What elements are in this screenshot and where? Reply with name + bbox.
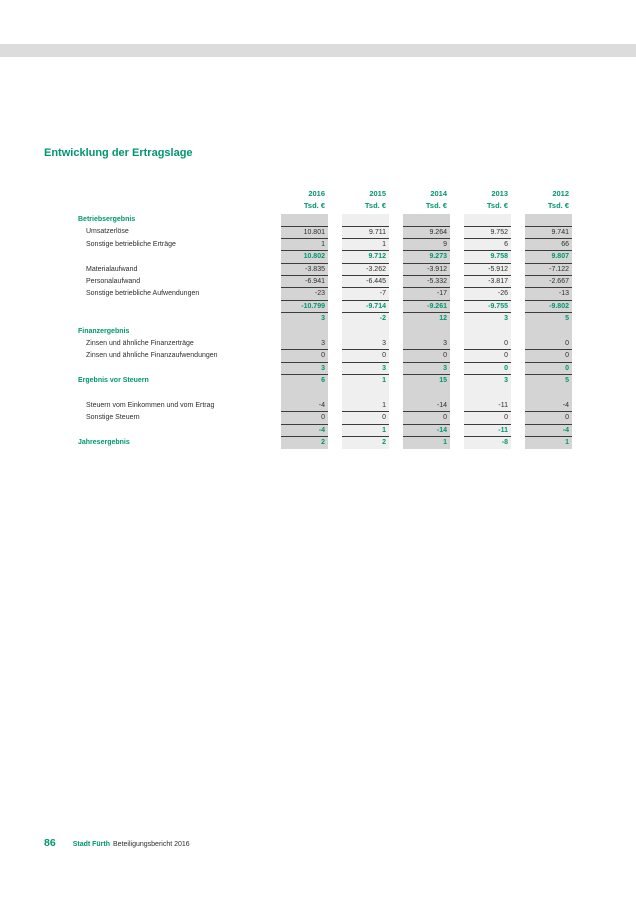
value-cell-2013: 3 (464, 313, 511, 325)
value-cell-2013: -5.912 (464, 264, 511, 276)
column-year-label: 2014 (430, 189, 447, 198)
column-header-2012 (525, 188, 572, 212)
table-header (78, 188, 572, 212)
row-label: Steuern vom Einkommen und vom Ertrag (86, 401, 215, 409)
value-cell-2012: 0 (525, 338, 572, 350)
value-cell-2014: -9.261 (403, 301, 450, 313)
row-label: Finanzergebnis (78, 327, 130, 335)
value-cell-2015: 1 (342, 400, 389, 412)
value-cell-2013: -8 (464, 437, 511, 449)
row-label: Umsatzerlöse (86, 228, 129, 236)
table-row (78, 313, 572, 325)
value-cell-2015: 1 (342, 239, 389, 251)
table-row (78, 239, 572, 251)
value-cell-2016: 6 (281, 375, 328, 387)
value-cell-2016: 3 (281, 363, 328, 375)
value-cell-2016: -23 (281, 288, 328, 300)
column-header-2013 (464, 188, 511, 212)
value-cell-2012: 0 (525, 363, 572, 375)
value-cell-2014: -5.332 (403, 276, 450, 288)
value-cell-2015: 9.712 (342, 251, 389, 263)
value-cell-2014: -17 (403, 288, 450, 300)
row-label: Betriebsergebnis (78, 216, 136, 223)
value-cell-2014 (403, 326, 450, 338)
value-cell-2014: -3.912 (403, 264, 450, 276)
table-body (78, 214, 572, 449)
value-cell-2012: -2.667 (525, 276, 572, 288)
value-cell-2013: 9.752 (464, 226, 511, 238)
value-cell-2012: -9.802 (525, 301, 572, 313)
value-cell-2013: 0 (464, 363, 511, 375)
value-cell-2015: 9.711 (342, 226, 389, 238)
value-cell-2012: 0 (525, 412, 572, 424)
value-cell-2016: 3 (281, 313, 328, 325)
column-unit-label: Tsd. € (303, 201, 325, 210)
column-header-2014 (403, 188, 450, 212)
table-row (78, 326, 572, 338)
column-unit-label: Tsd. € (547, 201, 569, 210)
value-cell-2016: 1 (281, 239, 328, 251)
top-decoration-bar (0, 44, 636, 57)
value-cell-2013: -3.817 (464, 276, 511, 288)
value-cell-2016: -10.799 (281, 301, 328, 313)
value-cell-2013: -11 (464, 425, 511, 437)
value-cell-2015: -9.714 (342, 301, 389, 313)
row-label (78, 301, 267, 313)
value-cell-2014: 15 (403, 375, 450, 387)
value-cell-2012 (525, 214, 572, 226)
column-year-label: 2016 (308, 189, 325, 198)
footer-brand: Stadt Fürth (72, 841, 111, 848)
value-cell-2012: 1 (525, 437, 572, 449)
column-year-label: 2013 (491, 189, 508, 198)
value-cell-2015 (342, 214, 389, 226)
value-cell-2015: -3.262 (342, 264, 389, 276)
row-label: Zinsen und ähnliche Finanzaufwendungen (86, 352, 218, 360)
table-row (78, 251, 572, 263)
table-row (78, 350, 572, 362)
table-row (78, 363, 572, 375)
value-cell-2015: 2 (342, 437, 389, 449)
value-cell-2014: 3 (403, 338, 450, 350)
value-cell-2012: -4 (525, 400, 572, 412)
value-cell-2012: 0 (525, 350, 572, 362)
value-cell-2013 (464, 214, 511, 226)
value-cell-2012: 9.741 (525, 226, 572, 238)
value-cell-2014: 12 (403, 313, 450, 325)
table-row (78, 264, 572, 276)
value-cell-2015: -7 (342, 288, 389, 300)
value-cell-2016: -3.835 (281, 264, 328, 276)
column-unit-label: Tsd. € (486, 201, 508, 210)
value-cell-2013: -9.755 (464, 301, 511, 313)
table-row (78, 387, 572, 399)
value-cell-2012: -4 (525, 425, 572, 437)
table-row (78, 338, 572, 350)
value-cell-2014: 9.264 (403, 226, 450, 238)
value-cell-2016 (281, 326, 328, 338)
value-cell-2016: -4 (281, 400, 328, 412)
value-cell-2013 (464, 387, 511, 399)
value-cell-2015: -6.445 (342, 276, 389, 288)
value-cell-2013: -11 (464, 400, 511, 412)
value-cell-2012: -13 (525, 288, 572, 300)
value-cell-2016: 10.801 (281, 226, 328, 238)
page-footer (44, 837, 190, 849)
table-row (78, 400, 572, 412)
value-cell-2014: -14 (403, 425, 450, 437)
value-cell-2016: 0 (281, 350, 328, 362)
table-row (78, 226, 572, 238)
column-unit-label: Tsd. € (364, 201, 386, 210)
value-cell-2014: 9 (403, 239, 450, 251)
row-label (78, 251, 267, 263)
table-row (78, 301, 572, 313)
value-cell-2012: -7.122 (525, 264, 572, 276)
value-cell-2013: 3 (464, 375, 511, 387)
value-cell-2015: 3 (342, 363, 389, 375)
table-row (78, 437, 572, 449)
value-cell-2016: -4 (281, 425, 328, 437)
value-cell-2013: 0 (464, 412, 511, 424)
header-label-spacer (78, 188, 267, 212)
value-cell-2015: -2 (342, 313, 389, 325)
table-row (78, 214, 572, 226)
table-row (78, 288, 572, 300)
column-unit-label: Tsd. € (425, 201, 447, 210)
value-cell-2015: 0 (342, 350, 389, 362)
row-label: Zinsen und ähnliche Finanzerträge (86, 339, 194, 347)
value-cell-2012: 5 (525, 375, 572, 387)
value-cell-2015: 3 (342, 338, 389, 350)
value-cell-2016: 0 (281, 412, 328, 424)
row-label: Personalaufwand (86, 277, 141, 285)
footer-report-name: Beteiligungsbericht 2016 (113, 841, 190, 848)
value-cell-2012: 9.807 (525, 251, 572, 263)
value-cell-2016: 10.802 (281, 251, 328, 263)
value-cell-2016: -6.941 (281, 276, 328, 288)
value-cell-2012: 5 (525, 313, 572, 325)
value-cell-2013 (464, 326, 511, 338)
value-cell-2014: 9.273 (403, 251, 450, 263)
value-cell-2014: 0 (403, 412, 450, 424)
value-cell-2016 (281, 387, 328, 399)
value-cell-2013: -26 (464, 288, 511, 300)
value-cell-2014: 1 (403, 437, 450, 449)
table-row (78, 276, 572, 288)
value-cell-2015 (342, 387, 389, 399)
column-header-2015 (342, 188, 389, 212)
value-cell-2012 (525, 387, 572, 399)
value-cell-2014 (403, 214, 450, 226)
table-row (78, 425, 572, 437)
row-label: Sonstige Steuern (86, 414, 140, 422)
value-cell-2012: 66 (525, 239, 572, 251)
row-label: Materialaufwand (86, 265, 138, 273)
column-year-label: 2015 (369, 189, 386, 198)
row-label: Sonstige betriebliche Aufwendungen (86, 290, 200, 298)
value-cell-2015: 1 (342, 375, 389, 387)
ertragslage-table (78, 188, 572, 449)
value-cell-2016: 2 (281, 437, 328, 449)
row-label: Ergebnis vor Steuern (78, 377, 149, 385)
value-cell-2014 (403, 387, 450, 399)
row-label (78, 313, 267, 325)
page-number: 86 (44, 837, 56, 849)
value-cell-2014: 3 (403, 363, 450, 375)
column-header-2016 (281, 188, 328, 212)
value-cell-2015: 0 (342, 412, 389, 424)
value-cell-2013: 0 (464, 350, 511, 362)
value-cell-2014: -14 (403, 400, 450, 412)
value-cell-2013: 0 (464, 338, 511, 350)
table-row (78, 375, 572, 387)
value-cell-2014: 0 (403, 350, 450, 362)
row-label (78, 387, 267, 399)
row-label: Jahresergebnis (78, 439, 130, 447)
value-cell-2015: 1 (342, 425, 389, 437)
page-title: Entwicklung der Ertragslage (44, 147, 193, 159)
column-year-label: 2012 (552, 189, 569, 198)
value-cell-2016: 3 (281, 338, 328, 350)
row-label (78, 363, 267, 375)
row-label: Sonstige betriebliche Erträge (86, 240, 176, 248)
table-row (78, 412, 572, 424)
value-cell-2012 (525, 326, 572, 338)
value-cell-2016 (281, 214, 328, 226)
value-cell-2013: 9.758 (464, 251, 511, 263)
value-cell-2013: 6 (464, 239, 511, 251)
value-cell-2015 (342, 326, 389, 338)
row-label (78, 425, 267, 437)
